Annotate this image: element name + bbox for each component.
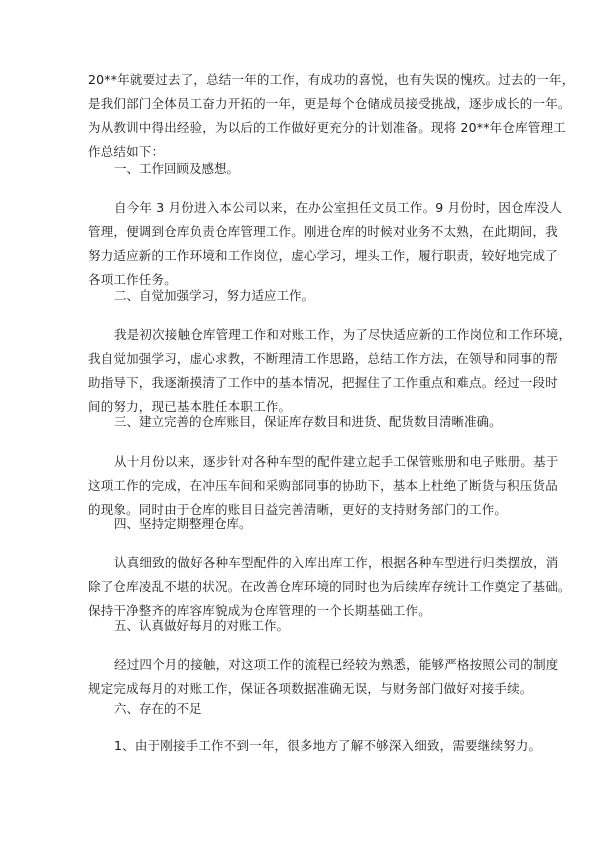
paragraph-line: 努力适应新的工作环境和工作岗位，虚心学习，埋头工作，履行职责，较好地完成了 xyxy=(88,248,558,263)
section-5-paragraph xyxy=(88,653,559,701)
paragraph-line: 的现象。同时由于仓库的账目日益完善清晰，更好的支持财务部门的工作。 xyxy=(88,502,508,517)
section-heading-5: 五、认真做好每月的对账工作。 xyxy=(114,618,290,633)
paragraph-line: 管理，便调到仓库负责仓库管理工作。刚进仓库的时候对业务不太熟，在此期间，我 xyxy=(88,224,558,239)
intro-line: 为从教训中得出经验，为以后的工作做好更充分的计划准备。现将 20**年仓库管理工 xyxy=(88,120,566,135)
paragraph-line: 这项工作的完成，在冲压车间和采购部同事的协助下，基本上杜绝了断货与积压货品 xyxy=(88,478,558,493)
section-heading-2: 二、自觉加强学习，努力适应工作。 xyxy=(114,288,315,303)
intro-line: 20**年就要过去了，总结一年的工作，有成功的喜悦，也有失误的愧疚。过去的一年， xyxy=(88,72,575,87)
paragraph-line: 从十月份以来，逐步针对各种车型的配件建立起手工保管账册和电子账册。基于 xyxy=(114,454,559,469)
section-1-paragraph xyxy=(88,196,562,292)
intro-paragraph xyxy=(88,68,575,164)
section-heading-1: 一、工作回顾及感想。 xyxy=(114,161,240,176)
intro-line: 是我们部门全体员工奋力开拓的一年，更是每个仓储成员接受挑战，逐步成长的一年。 xyxy=(88,96,571,111)
section-4-paragraph xyxy=(88,551,571,623)
paragraph-line: 自今年 3 月份进入本公司以来，在办公室担任文员工作。9 月份时，因仓库没人 xyxy=(114,200,562,215)
paragraph-line: 认真细致的做好各种车型配件的入库出库工作，根据各种车型进行归类摆放，消 xyxy=(114,555,559,570)
paragraph-line: 经过四个月的接触，对这项工作的流程已经较为熟悉，能够严格按照公司的制度 xyxy=(114,657,559,672)
paragraph-line: 我自觉加强学习，虚心求教，不断理清工作思路，总结工作方法，在领导和同事的帮 xyxy=(88,351,558,366)
paragraph-line: 保持干净整齐的库容库貌成为仓库管理的一个长期基础工作。 xyxy=(88,603,431,618)
section-heading-6: 六、存在的不足 xyxy=(114,701,202,716)
section-heading-4: 四、坚持定期整理仓库。 xyxy=(114,516,252,531)
paragraph-line: 1、由于刚接手工作不到一年，很多地方了解不够深入细致，需要继续努力。 xyxy=(114,738,542,753)
section-6-paragraph xyxy=(88,734,542,758)
section-heading-3: 三、建立完善的仓库账目，保证库存数目和进货、配货数目清晰准确。 xyxy=(114,414,502,429)
paragraph-line: 各项工作任务。 xyxy=(88,272,177,287)
paragraph-line: 我是初次接触仓库管理工作和对账工作，为了尽快适应新的工作岗位和工作环境， xyxy=(114,327,572,342)
paragraph-line: 除了仓库凌乱不堪的状况。在改善仓库环境的同时也为后续库存统计工作奠定了基础。 xyxy=(88,579,571,594)
paragraph-line: 规定完成每月的对账工作，保证各项数据准确无误，与财务部门做好对接手续。 xyxy=(88,681,533,696)
paragraph-line: 助指导下，我逐渐摸清了工作中的基本情况，把握住了工作重点和难点。经过一段时 xyxy=(88,375,558,390)
paragraph-line: 间的努力，现已基本胜任本职工作。 xyxy=(88,399,292,414)
section-2-paragraph xyxy=(88,323,572,419)
intro-line: 作总结如下： xyxy=(88,144,165,159)
